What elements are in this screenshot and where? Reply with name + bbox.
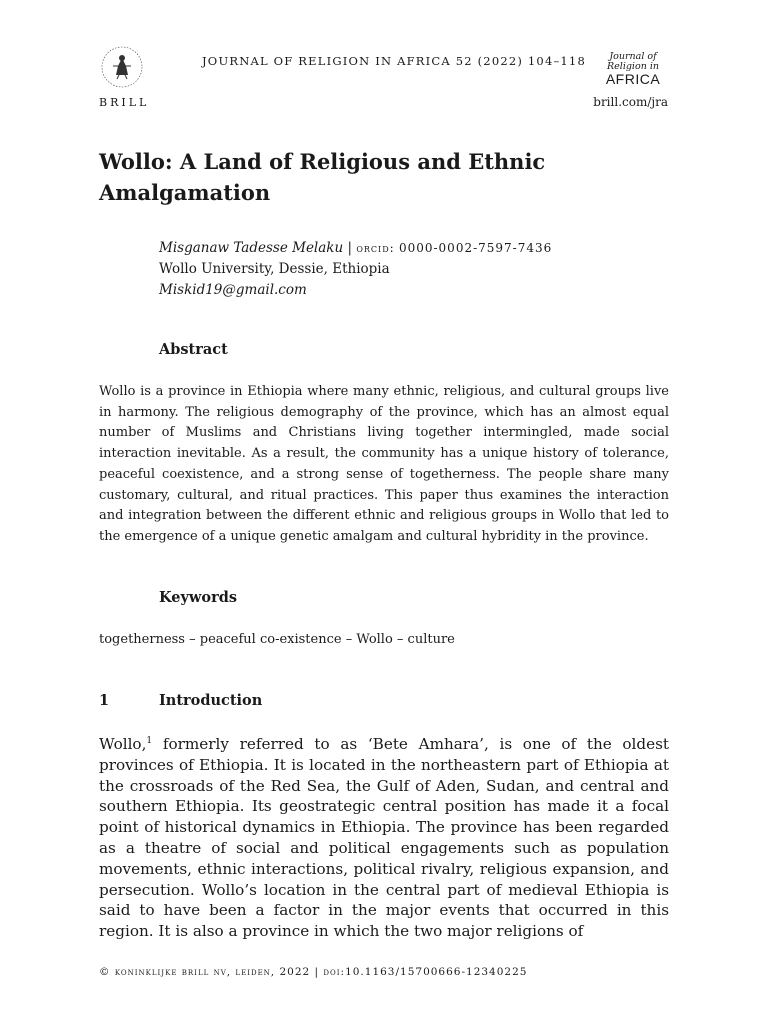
journal-logo-line1: Journal of bbox=[609, 51, 657, 62]
intro-lead-word: Wollo, bbox=[99, 735, 147, 753]
footnote-mark-link[interactable]: 1 bbox=[146, 735, 153, 746]
separator: | bbox=[347, 240, 357, 256]
introduction-text bbox=[99, 734, 669, 942]
author-name: Misganaw Tadesse Melaku bbox=[159, 240, 344, 256]
orcid-label: orcid: bbox=[356, 241, 395, 255]
article-title: Wollo: A Land of Religious and Ethnic Amalgamation bbox=[99, 149, 546, 205]
abstract-heading: Abstract bbox=[159, 341, 228, 358]
keywords-heading: Keywords bbox=[159, 589, 238, 606]
journal-logo bbox=[598, 52, 668, 86]
author-block bbox=[159, 238, 552, 301]
keywords-text: togetherness – peaceful co-existence – Wollo – culture bbox=[99, 632, 455, 647]
section-number: 1 bbox=[99, 692, 110, 709]
brill-logo-icon bbox=[99, 44, 145, 90]
affiliation: Wollo University, Dessie, Ethiopia bbox=[159, 261, 390, 277]
footer-text: koninklijke brill nv, leiden, 2022 | doi:10.1163/15700666-12340225 bbox=[114, 966, 528, 978]
running-head: JOURNAL OF RELIGION IN AFRICA 52 (2022) 104–118 bbox=[202, 54, 586, 68]
introduction-heading: Introduction bbox=[159, 692, 263, 709]
journal-logo-line3: AFRICA bbox=[605, 71, 661, 87]
footer bbox=[99, 966, 527, 978]
publisher-name: BRILL bbox=[99, 96, 150, 109]
abstract-text: Wollo is a province in Ethiopia where many ethnic, religious, and cultural groups live in harmony. The religious demography of the province, which has an almost equal number of Muslims and Christians living together intermingled, made social interaction inevitable. As a result, the community has a unique history of tolerance, peaceful coexistence, and a strong sense of togetherness. The people share many customary, cultural, and ritual practices. This paper thus examines the interaction and integration between the different ethnic and religious groups in Wollo that led to the emergence of a unique genetic amalgam and cultural hybridity in the province. bbox=[99, 384, 669, 544]
copyright-icon: © bbox=[99, 966, 111, 978]
intro-body: formerly referred to as ‘Bete Amhara’, is one of the oldest provinces of Ethiopia. It is located in the northeastern part of Ethiopia at the crossroads of the Red Sea, the Gulf of Aden, Sudan, and central and southern Ethiopia. Its geostrategic central position has made it a focal point of historical dynamics in Ethiopia. The province has been regarded as a theatre of social and political engagements such as population movements, ethnic interactions, political rivalry, religious expansion, and persecution. Wollo’s location in the central part of medieval Ethiopia is said to have been a factor in the major events that occurred in this region. It is also a province in which the two major religions of bbox=[99, 735, 669, 941]
orcid-id-link[interactable]: 0000-0002-7597-7436 bbox=[398, 241, 553, 255]
journal-logo-line2: Religion in bbox=[607, 60, 659, 72]
author-email-link[interactable]: Miskid19@gmail.com bbox=[159, 282, 307, 298]
journal-url-link[interactable]: brill.com/jra bbox=[593, 95, 668, 109]
